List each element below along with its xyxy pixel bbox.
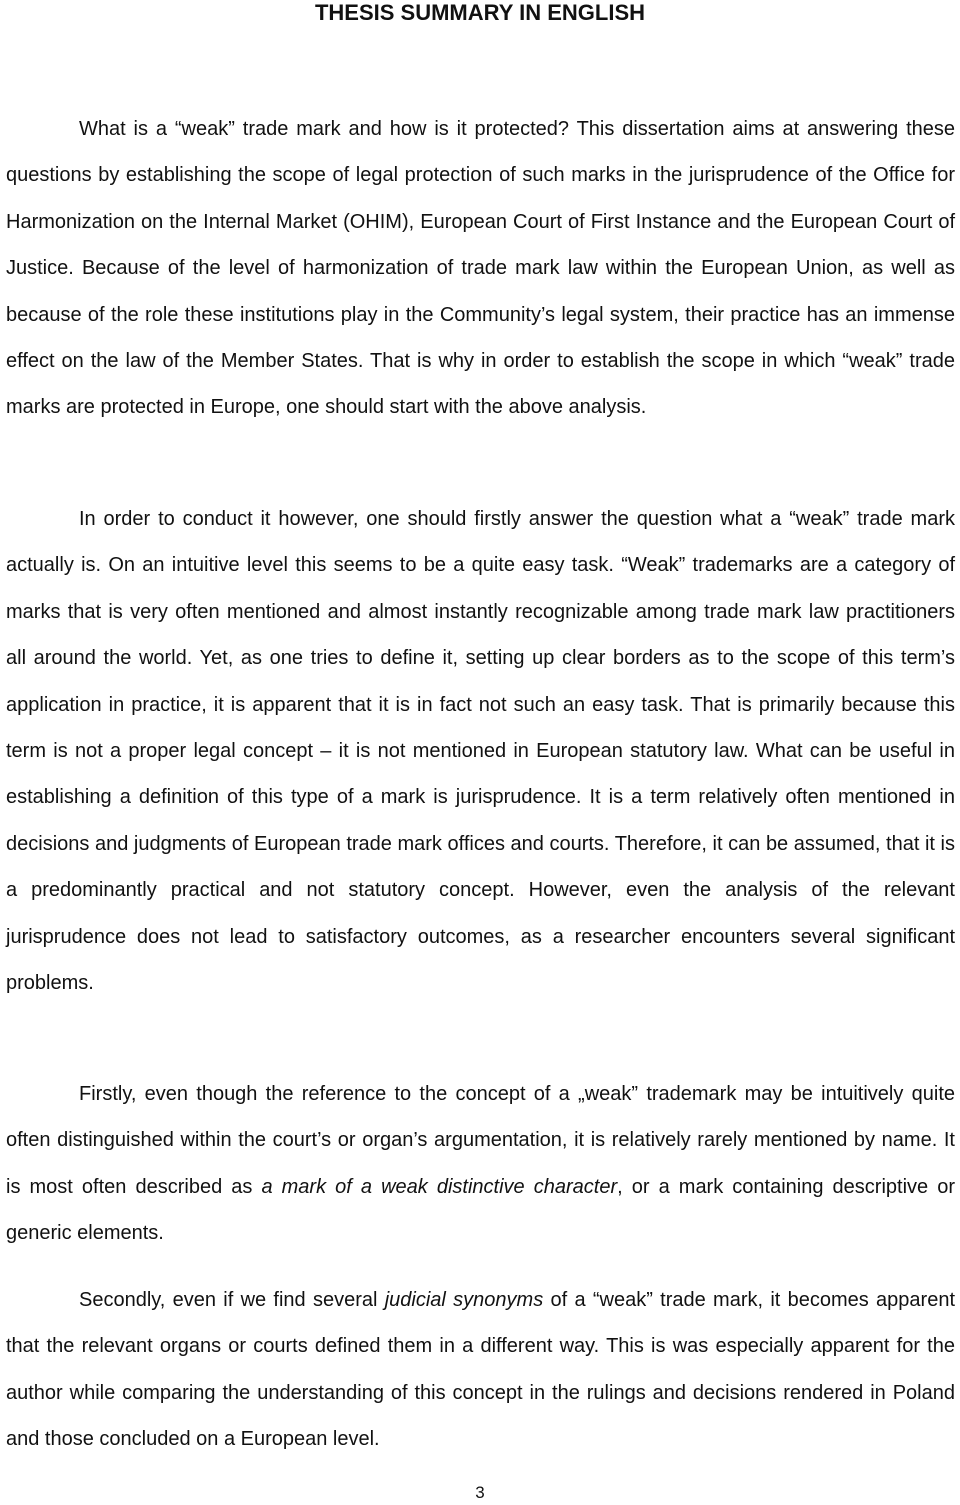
paragraph-4-part-1: Secondly, even if we find several [79,1289,385,1311]
paragraph-2-text: In order to conduct it however, one should firstly answer the question what a “weak” trade mark actually is. On an intuitive level this seems to be a quite easy task. “Weak” trademarks are a category of marks that is very often mentioned and almost instantly recognizable among trade mark law practitioners all around the world. Yet, as one tries to define it, setting up clear borders as to the scope of this term’s application in practice, it is apparent that it is in fact not such an easy task. That is primarily because this term is not a proper legal concept – it is not mentioned in European statutory law. What can be useful in establishing a definition of this type of a mark is jurisprudence. It is a term relatively often mentioned in decisions and judgments of European trade mark offices and courts. Therefore, it can be assumed, that it is a predominantly practical and not statutory concept. However, even the analysis of the relevant jurisprudence does not lead to satisfactory outcomes, as a researcher encounters several significant problems. [6,508,955,995]
page-number: 3 [475,1483,485,1502]
page-title: THESIS SUMMARY IN ENGLISH [314,0,646,25]
paragraph-4 [6,1277,955,1463]
paragraph-3-part-2: , or a mark containing descriptive or generic elements. [6,1175,955,1245]
paragraph-1-text: What is a “weak” trade mark and how is it protected? This dissertation aims at answering these questions by establishing the scope of legal protection of such marks in the jurisprudence of the Office for Harmonization on the Internal Market (OHIM), European Court of First Instance and the European Court of Justice. Because of the level of harmonization of trade mark law within the European Union, as well as because of the role these institutions play in the Community’s legal system, their practice has an immense effect on the law of the Member States. That is why in order to establish the scope in which “weak” trade marks are protected in Europe, one should start with the above analysis. [6,118,955,419]
paragraph-1 [6,106,955,431]
paragraph-4-part-2: of a “weak” trade mark, it becomes apparent that the relevant organs or courts defined them in a different way. This is was especially apparent for the author while comparing the understanding of this concept in the rulings and decisions rendered in Poland and those concluded on a European level. [6,1289,956,1451]
paragraph-3-text [6,1071,955,1257]
paragraph-2 [6,496,955,1006]
paragraph-3 [6,1071,955,1257]
paragraph-3-part-1: Firstly, even though the reference to the concept of a „weak” trademark may be intuitively quite often distinguished within the court’s or organ’s argumentation, it is relatively rarely mentioned by name. It is most often described as [6,1083,955,1198]
paragraph-4-italic: judicial synonyms [384,1289,544,1311]
paragraph-3-italic: a mark of a weak distinctive character [261,1175,618,1198]
paragraph-4-text [6,1277,955,1463]
